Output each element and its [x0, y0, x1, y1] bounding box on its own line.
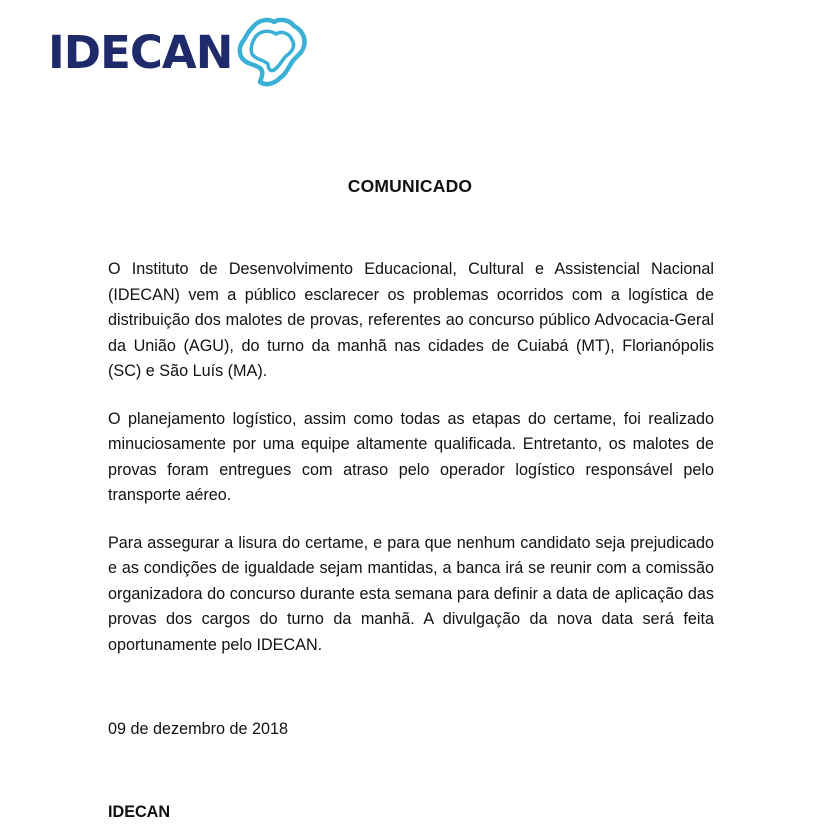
paragraph: O Instituto de Desenvolvimento Educacional, Cultural e Assistencial Nacional (IDECAN) vem a público esclarecer os problemas ocorridos com a logística de distribuição dos malotes de provas, referentes ao concurso público Advocacia-Geral da União (AGU), do turno da manhã nas cidades de Cuiabá (MT), Florianópolis (SC) e São Luís (MA). [108, 260, 714, 380]
document-body [108, 257, 714, 680]
signature: IDECAN [108, 803, 171, 821]
logo-wordmark: IDECAN [48, 25, 233, 79]
paragraph: Para assegurar a lisura do certame, e para que nenhum candidato seja prejudicado e as condições de igualdade sejam mantidas, a banca irá se reunir com a comissão organizadora do concurso durante esta semana para definir a data de aplicação das provas dos cargos do turno da manhã. A divulgação da nova data será feita oportunamente pelo IDECAN. [108, 533, 714, 654]
idecan-logo [48, 12, 308, 92]
brazil-map-icon [234, 14, 308, 90]
document-title: COMUNICADO [347, 176, 473, 196]
paragraph: O planejamento logístico, assim como todas as etapas do certame, foi realizado minuciosamente por uma equipe altamente qualificada. Entretanto, os malotes de provas foram entregues com atraso pelo operador logístico responsável pelo transporte aéreo. [108, 409, 714, 504]
document-date: 09 de dezembro de 2018 [108, 720, 288, 738]
